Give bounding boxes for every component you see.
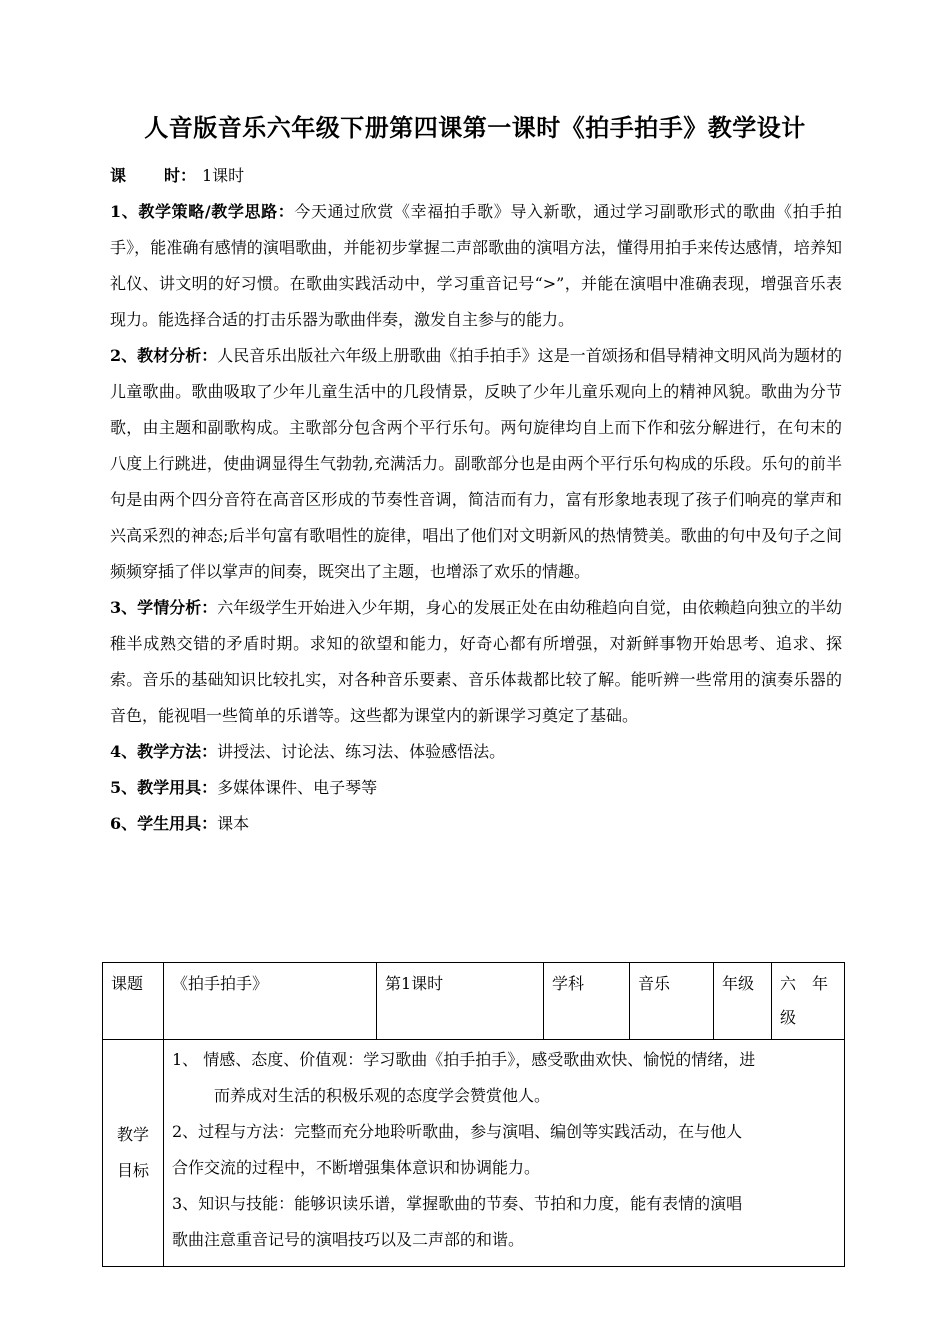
cell-goals-content xyxy=(164,1040,845,1267)
document-title: 人音版音乐六年级下册第四课第一课时《拍手拍手》教学设计 xyxy=(144,113,806,142)
table-header-row xyxy=(103,963,845,1040)
cell-period: 第1课时 xyxy=(377,963,544,1040)
section-material xyxy=(110,338,842,590)
lesson-time-label-a: 课 xyxy=(110,166,127,185)
section-text: 六年级学生开始进入少年期，身心的发展正处在由幼稚趋向自觉，由依赖趋向独立的半幼稚半成熟交错的矛盾时期。求知的欲望和能力，好奇心都有所增强，对新鲜事物开始思考、追求、探索。音乐的基础知识比较扎实，对各种音乐要素、音乐体裁都比较了解。能听辨一些常用的演奏乐器的音色，能视唱一些简单的乐谱等。这些都为课堂内的新课学习奠定了基础。 xyxy=(110,598,842,725)
goal-item-continued xyxy=(172,1078,836,1114)
section-label: 4、教学方法： xyxy=(110,742,218,761)
lesson-time-value: 1课时 xyxy=(202,166,245,185)
goal-text: 2、过程与方法：完整而充分地聆听歌曲，参与演唱、编创等实践活动，在与他人 xyxy=(172,1122,743,1141)
cell-goals-label xyxy=(103,1040,164,1267)
lesson-plan-table xyxy=(102,962,845,1267)
goal-text: 而养成对生活的积极乐观的态度学会赞赏他人。 xyxy=(214,1086,551,1105)
cell-topic-value: 《拍手拍手》 xyxy=(164,963,377,1040)
section-label: 5、教学用具： xyxy=(110,778,218,797)
goal-text: 3、知识与技能：能够识读乐谱，掌握歌曲的节奏、节拍和力度，能有表情的演唱 xyxy=(172,1194,743,1213)
section-label: 6、学生用具： xyxy=(110,814,218,833)
section-teaching-tools xyxy=(110,770,842,806)
cell-grade-value: 六 年级 xyxy=(772,963,845,1040)
section-learners xyxy=(110,590,842,734)
section-label: 1、教学策略/教学思路： xyxy=(110,202,295,221)
section-methods xyxy=(110,734,842,770)
section-text: 讲授法、讨论法、练习法、体验感悟法。 xyxy=(217,742,506,761)
goals-label-text: 教学目标 xyxy=(116,1125,149,1180)
goal-text: 合作交流的过程中，不断增强集体意识和协调能力。 xyxy=(172,1158,541,1177)
section-label: 3、学情分析： xyxy=(110,598,218,617)
section-text: 多媒体课件、电子琴等 xyxy=(217,778,378,797)
section-strategy xyxy=(110,194,842,338)
goal-item xyxy=(172,1114,836,1150)
lesson-time-label-b: 时： xyxy=(164,166,197,185)
cell-topic-label: 课题 xyxy=(103,963,164,1040)
lesson-time-line xyxy=(110,158,842,194)
document-body xyxy=(110,158,842,842)
section-label: 2、教材分析： xyxy=(110,346,218,365)
goal-text: 歌曲注意重音记号的演唱技巧以及二声部的和谐。 xyxy=(172,1230,525,1249)
section-text: 人民音乐出版社六年级上册歌曲《拍手拍手》这是一首颂扬和倡导精神文明风尚为题材的儿童歌曲。歌曲吸取了少年儿童生活中的几段情景，反映了少年儿童乐观向上的精神风貌。歌曲为分节歌，由主题和副歌构成。主歌部分包含两个平行乐句。两句旋律均自上而下作和弦分解进行，在句末的八度上行跳进，使曲调显得生气勃勃,充满活力。副歌部分也是由两个平行乐句构成的乐段。乐句的前半句是由两个四分音符在高音区形成的节奏性音调，简洁而有力，富有形象地表现了孩子们响亮的掌声和兴高采烈的神态;后半句富有歌唱性的旋律，唱出了他们对文明新风的热情赞美。歌曲的句中及句子之间频频穿插了伴以掌声的间奏，既突出了主题，也增添了欢乐的情趣。 xyxy=(110,346,842,581)
goal-item-continued xyxy=(172,1150,836,1186)
goal-item xyxy=(172,1042,836,1078)
lesson-time-label xyxy=(110,158,202,194)
table-goals-row xyxy=(103,1040,845,1267)
cell-subject-value: 音乐 xyxy=(630,963,714,1040)
cell-subject-label: 学科 xyxy=(544,963,630,1040)
goal-item-continued xyxy=(172,1222,836,1258)
goal-item xyxy=(172,1186,836,1222)
section-text: 课本 xyxy=(217,814,250,833)
section-text: 今天通过欣赏《幸福拍手歌》导入新歌，通过学习副歌形式的歌曲《拍手拍手》，能准确有感情的演唱歌曲，并能初步掌握二声部歌曲的演唱方法，懂得用拍手来传达感情，培养知礼仪、讲文明的好习惯。在歌曲实践活动中，学习重音记号“>”，并能在演唱中准确表现，增强音乐表现力。能选择合适的打击乐器为歌曲伴奏，激发自主参与的能力。 xyxy=(110,202,842,329)
cell-grade-label: 年级 xyxy=(714,963,772,1040)
section-student-tools xyxy=(110,806,842,842)
goal-text: 1、 情感、态度、价值观：学习歌曲《拍手拍手》，感受歌曲欢快、愉悦的情绪，进 xyxy=(172,1050,756,1069)
